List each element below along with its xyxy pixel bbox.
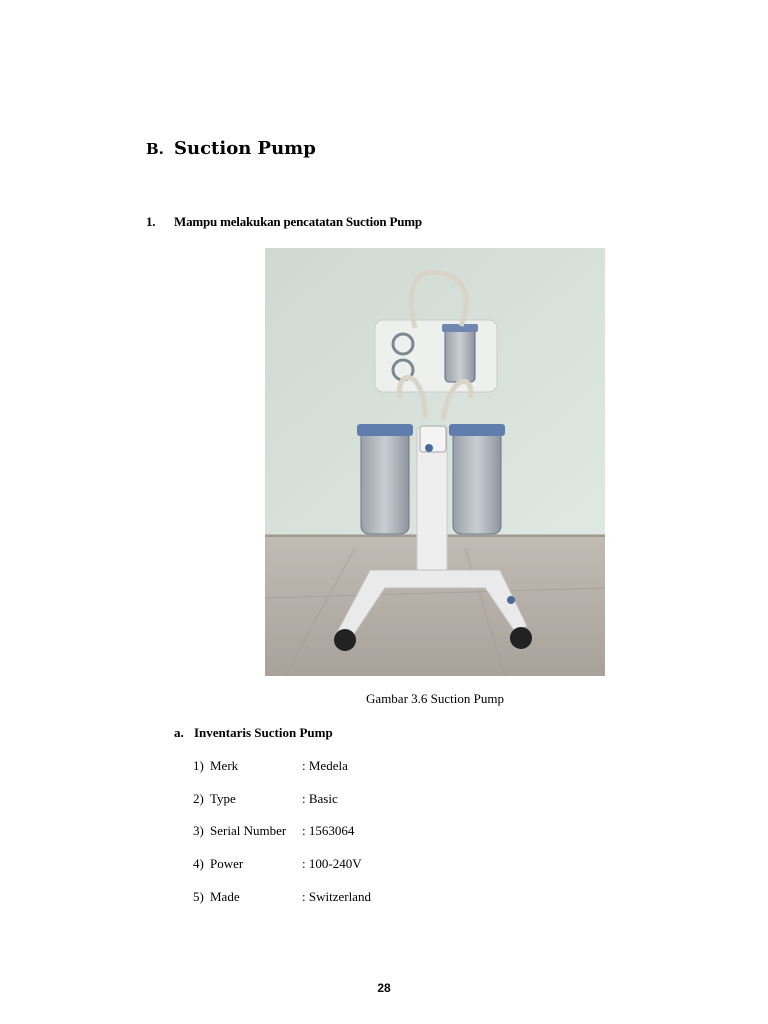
spec-label: Power (210, 856, 244, 871)
spec-number: 5) (193, 889, 204, 904)
subsection-title: Mampu melakukan pencatatan Suction Pump (174, 214, 422, 229)
spec-number: 3) (193, 823, 204, 838)
spec-number: 4) (193, 856, 204, 871)
spec-value: : Medela (302, 758, 348, 773)
spec-label: Merk (210, 758, 239, 773)
section-heading (146, 138, 316, 159)
inventory-title: Inventaris Suction Pump (194, 725, 333, 740)
subsection-number: 1. (146, 214, 156, 229)
spec-value: : 1563064 (302, 823, 355, 838)
page-number: 28 (377, 981, 391, 995)
inventory-heading (174, 725, 333, 741)
spec-label: Made (210, 889, 240, 904)
spec-number: 1) (193, 758, 204, 773)
section-letter: B. (146, 140, 164, 158)
spec-value: : Switzerland (302, 889, 371, 904)
spec-value: : Basic (302, 791, 338, 806)
suction-pump-photo (265, 248, 605, 676)
section-title: Suction Pump (174, 138, 316, 159)
spec-label: Type (210, 791, 236, 806)
spec-number: 2) (193, 791, 204, 806)
spec-value: : 100-240V (302, 856, 362, 871)
inventory-letter: a. (174, 725, 184, 740)
spec-label: Serial Number (210, 823, 287, 838)
figure-caption: Gambar 3.6 Suction Pump (366, 691, 504, 706)
subsection-heading (146, 214, 422, 230)
